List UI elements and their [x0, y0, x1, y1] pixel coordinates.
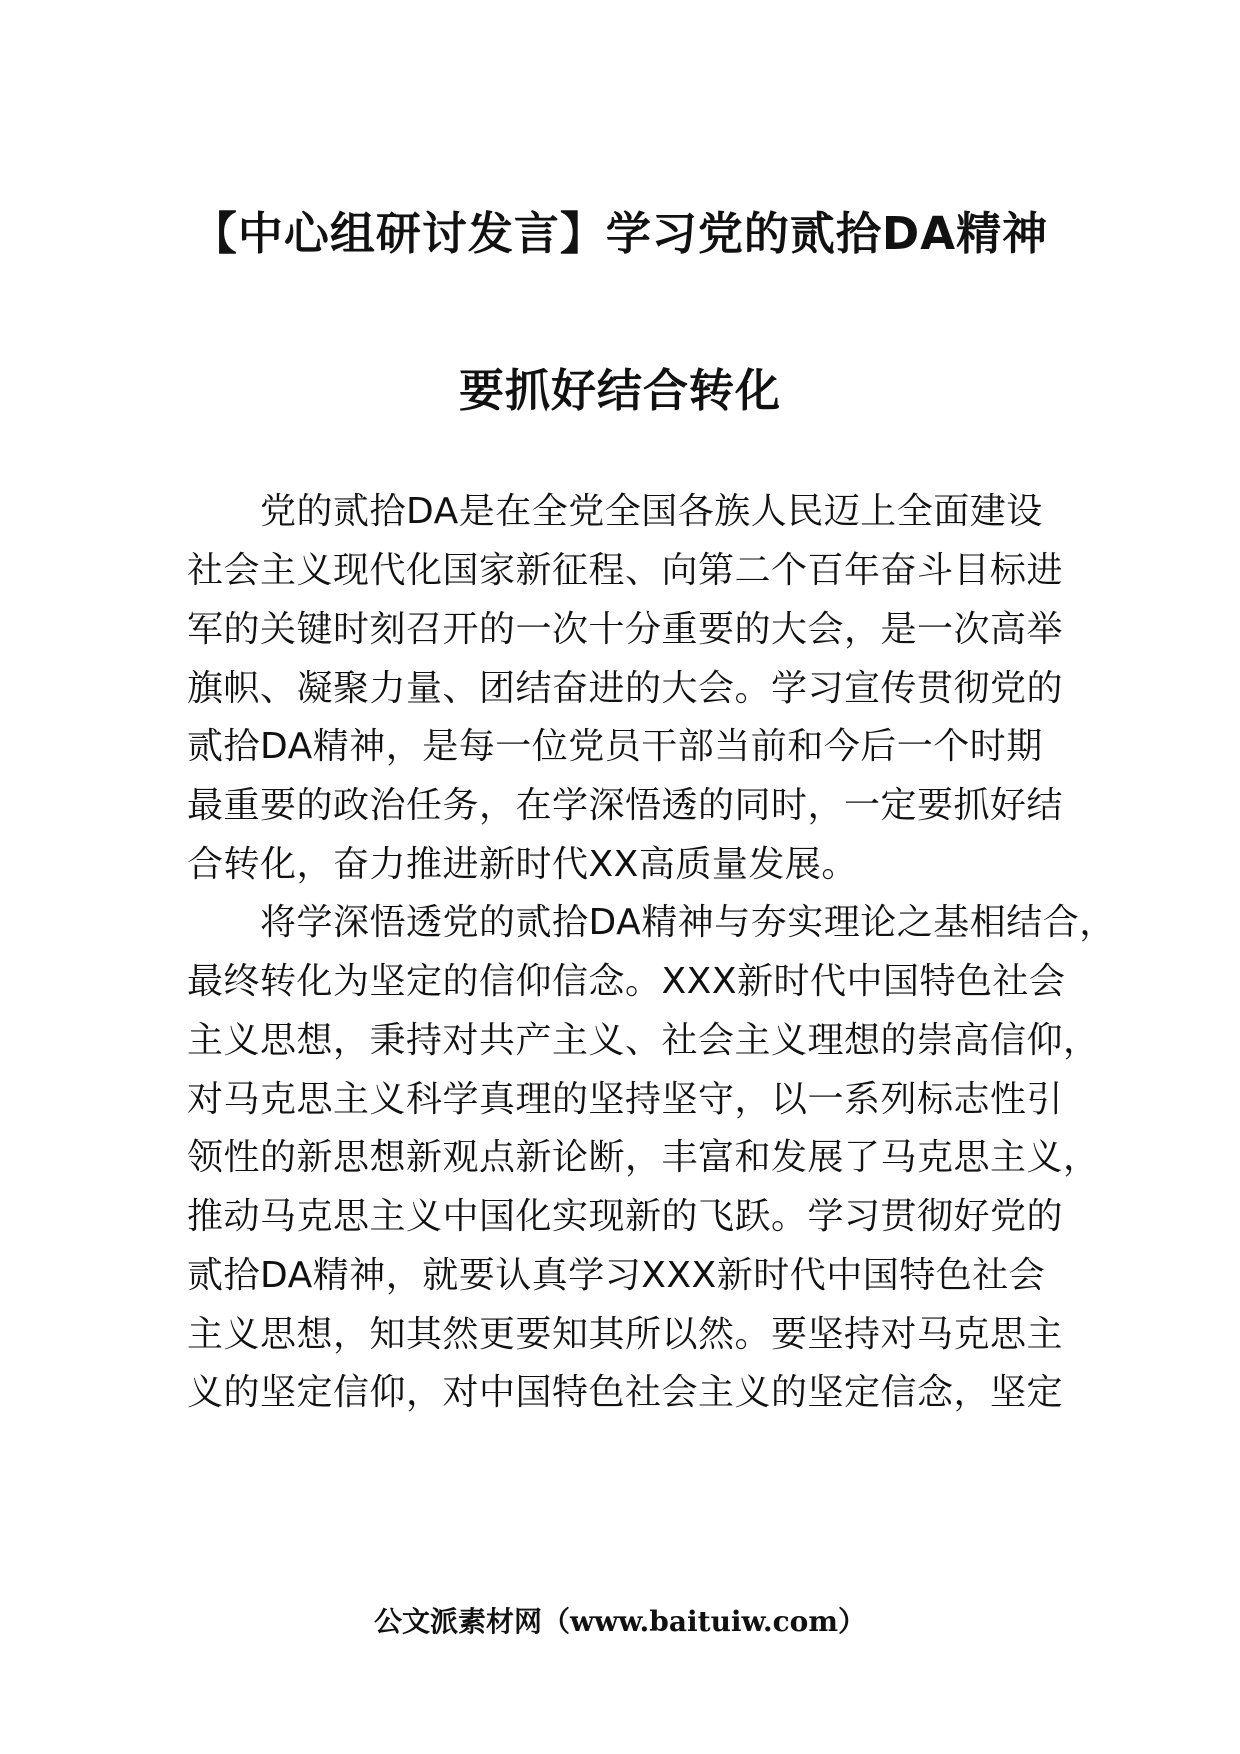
body-text-line: 贰拾DA精神，是每一位党员干部当前和今后一个时期: [187, 726, 1043, 767]
body-text-line: 将学深悟透党的贰拾DA精神与夯实理论之基相结合，: [187, 902, 1116, 943]
body-text-line: 推动马克思主义中国化实现新的飞跃。学习贯彻好党的: [187, 1196, 1064, 1237]
document-title-line-1: 【中心组研讨发言】学习党的贰拾DA精神: [191, 207, 1049, 260]
body-text-line: 旗帜、凝聚力量、团结奋进的大会。学习宣传贯彻党的: [187, 668, 1064, 709]
body-text-line: 对马克思主义科学真理的坚持坚守，以一系列标志性引: [187, 1079, 1064, 1120]
body-text-line: 军的关键时刻召开的一次十分重要的大会，是一次高举: [187, 609, 1064, 650]
footer-source-text: 公文派素材网（www.baituiw.com）: [374, 1605, 866, 1638]
body-text-line: 贰拾DA精神，就要认真学习XXX新时代中国特色社会: [187, 1255, 1046, 1296]
body-text-line: 社会主义现代化国家新征程、向第二个百年奋斗目标进: [187, 550, 1064, 591]
body-text-line: 合转化，奋力推进新时代XX高质量发展。: [187, 844, 858, 885]
body-text-line: 主义思想，秉持对共产主义、社会主义理想的崇高信仰，: [187, 1020, 1100, 1061]
body-text-line: 党的贰拾DA是在全党全国各族人民迈上全面建设: [187, 491, 1043, 532]
body-text-line: 义的坚定信仰，对中国特色社会主义的坚定信念，坚定: [187, 1372, 1064, 1413]
body-text-line: 最重要的政治任务，在学深悟透的同时，一定要抓好结: [187, 785, 1064, 826]
body-text-line: 主义思想，知其然更要知其所以然。要坚持对马克思主: [187, 1314, 1064, 1355]
document-title-line-2: 要抓好结合转化: [458, 364, 781, 417]
body-text-line: 领性的新思想新观点新论断，丰富和发展了马克思主义，: [187, 1137, 1100, 1178]
body-text-line: 最终转化为坚定的信仰信念。XXX新时代中国特色社会: [187, 961, 1066, 1002]
